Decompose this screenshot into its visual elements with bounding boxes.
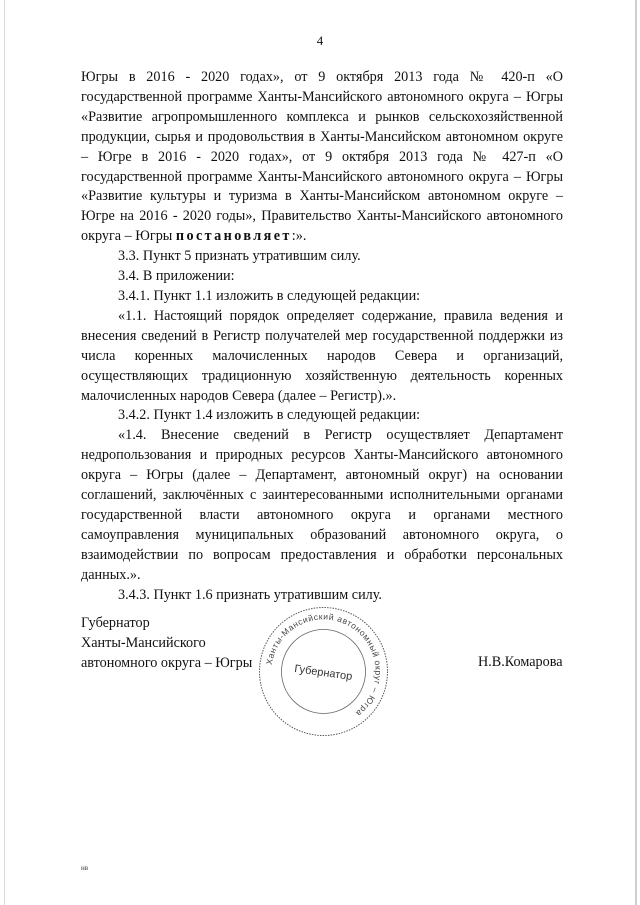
paragraph-3-4-3: 3.4.3. Пункт 1.6 признать утратившим силу. — [118, 586, 382, 603]
paragraph-3-4: 3.4. В приложении: — [118, 268, 235, 285]
page-number: 4 — [316, 33, 324, 48]
signature-title-line1: Губернатор — [81, 615, 150, 631]
official-seal-stamp — [256, 604, 391, 739]
scan-edge-left — [4, 0, 5, 905]
document-body — [81, 68, 563, 605]
paragraph-3-3: 3.3. Пункт 5 признать утратившим силу. — [118, 248, 361, 265]
paragraph-3-4-1: 3.4.1. Пункт 1.1 изложить в следующей редакции: — [118, 287, 421, 304]
paragraph-preamble: Югры в 2016 - 2020 годах», от 9 октября 2013 года № 420-п «О государственной программе Ханты-Мансийского автономного округа – Югры «Развитие агропромышленного комплекса и рынков сельскохозяйственной продукции, сырья и продовольствия в Ханты-Мансийском автономном округе – Югре в 2016 - 2020 годах», от 9 октября 2013 года № 427-п «О государственной программе Ханты-Мансийского автономного округа – Югры «Развитие культуры и туризма в Ханты-Мансийском автономном округе – Югре на 2016 - 2020 годы», Правительство Ханты-Мансийского автономного округа – Югры постановляет:». — [81, 69, 563, 245]
stamp-center-text: Губернатор — [293, 662, 354, 683]
paragraph-3-4-2: 3.4.2. Пункт 1.4 изложить в следующей редакции: — [118, 407, 421, 424]
signature-title-line2: Ханты-Мансийского — [81, 634, 206, 651]
signature-title-line3: автономного округа – Югры — [81, 654, 253, 671]
footer-initials: нв — [81, 864, 89, 872]
scan-edge-right — [635, 0, 637, 905]
stamp-ring-text: Ханты-Мансийский автономный округ – Югра — [263, 611, 384, 719]
signature-block — [81, 614, 252, 674]
paragraph-quote-1-4: «1.4. Внесение сведений в Регистр осуществляет Департамент недропользования и природных ресурсов Ханты-Мансийского автономного округа – Югры (далее – Департамент, автономный округ) на основании соглашений, заключённых с заинтересованными исполнительными органами государственной власти автономного округа и органами местного самоуправления муниципальных образований автономного округа, о взаимодействии по вопросам предоставления и обработки персональных данных.». — [81, 427, 563, 583]
signer-name: Н.В.Комарова — [478, 654, 563, 670]
decree-verb: постановляет — [175, 228, 292, 245]
paragraph-quote-1-1: «1.1. Настоящий порядок определяет содержание, правила ведения и внесения сведений в Регистр получателей мер государственной поддержки из числа коренных малочисленных народов Севера и организаций, осуществляющих традиционную хозяйственную деятельность коренных малочисленных народов Севера (далее – Регистр).». — [81, 307, 563, 404]
